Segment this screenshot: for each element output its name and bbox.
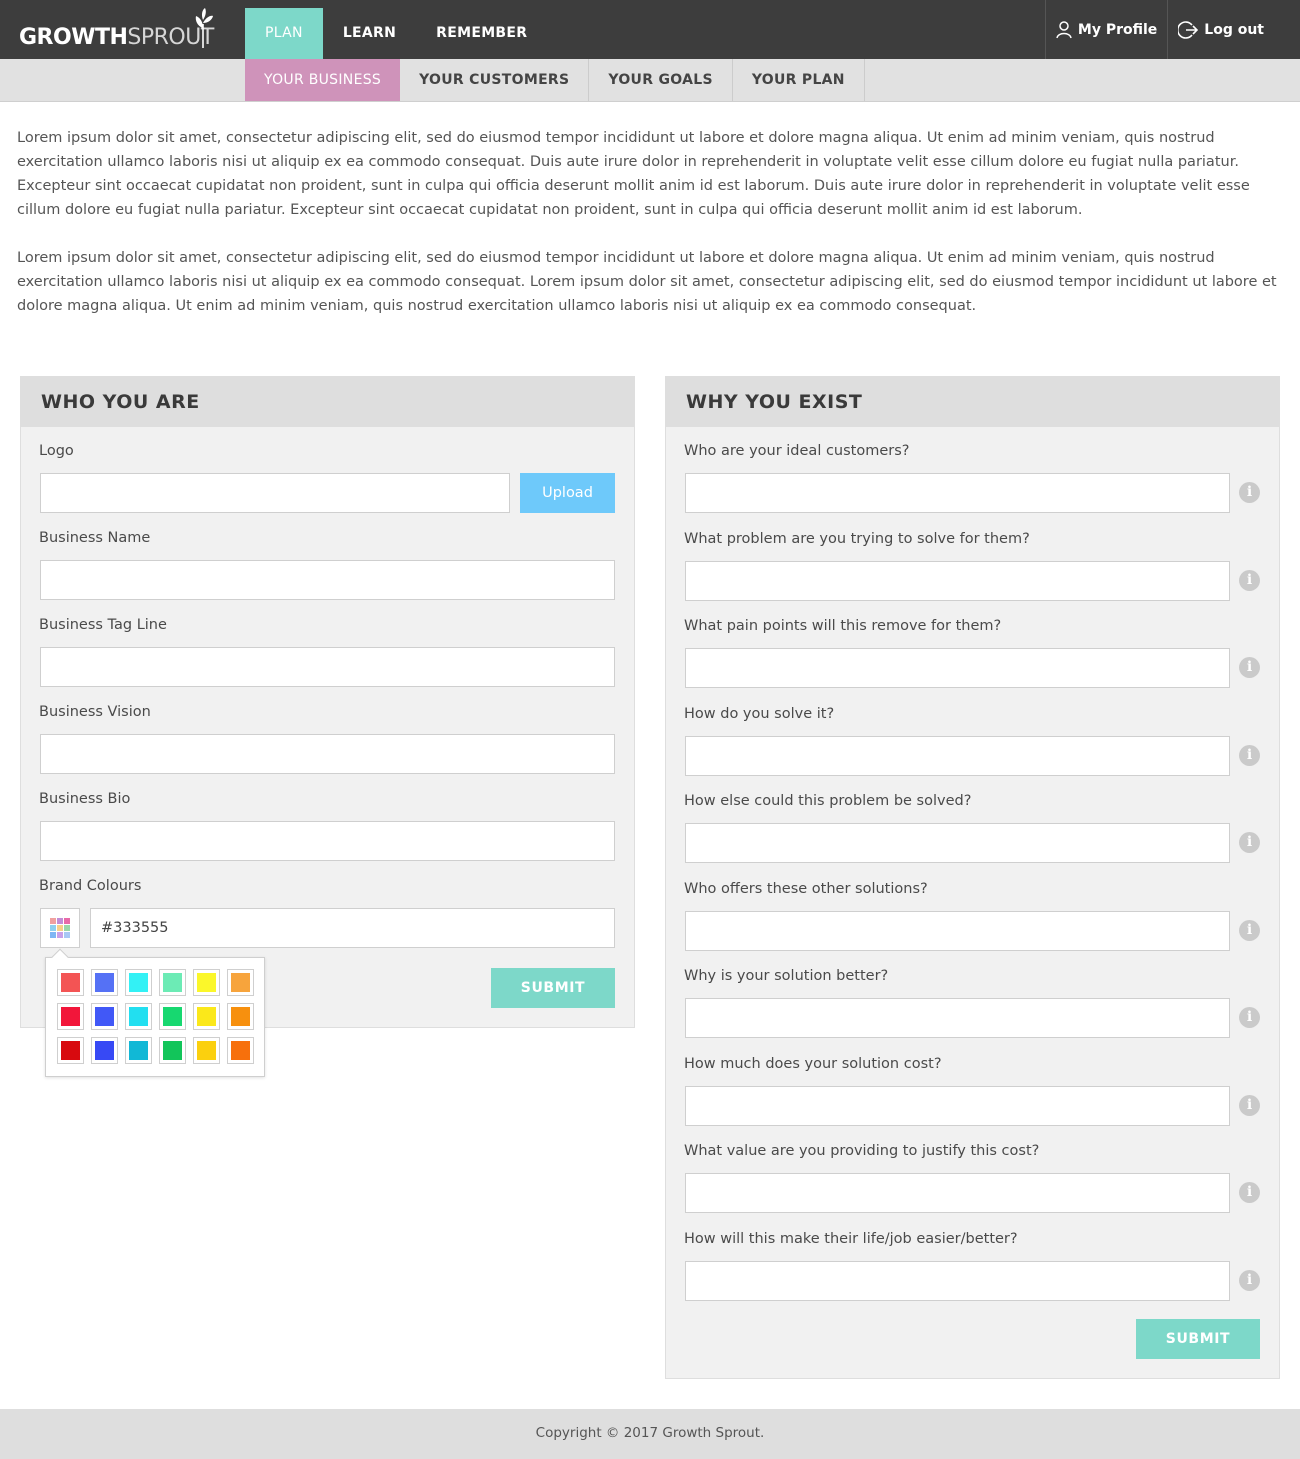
color-swatch[interactable] [193, 969, 220, 996]
question-label: What problem are you trying to solve for them? [684, 530, 1030, 547]
color-swatch-fill [163, 1007, 182, 1026]
color-swatch-fill [61, 1041, 80, 1060]
color-swatch[interactable] [227, 1003, 254, 1030]
question-input[interactable] [685, 911, 1230, 951]
info-icon[interactable]: i [1239, 1095, 1260, 1116]
color-swatch[interactable] [227, 969, 254, 996]
color-swatch[interactable] [125, 969, 152, 996]
main-nav [245, 8, 547, 59]
color-picker-popover [45, 957, 265, 1077]
tab-your-business[interactable]: YOUR BUSINESS [245, 59, 400, 101]
tab-your-goals[interactable]: YOUR GOALS [589, 59, 732, 101]
why-you-exist-panel [665, 376, 1280, 1379]
info-icon[interactable]: i [1239, 1182, 1260, 1203]
color-swatch-fill [163, 1041, 182, 1060]
palette-icon-cell [50, 925, 56, 931]
color-swatch[interactable] [91, 1003, 118, 1030]
info-icon[interactable]: i [1239, 570, 1260, 591]
color-swatch-fill [197, 1041, 216, 1060]
question-input[interactable] [685, 1261, 1230, 1301]
question-label: How do you solve it? [684, 705, 835, 722]
question-input[interactable] [685, 561, 1230, 601]
color-swatch-grid [57, 969, 254, 1064]
sprout-icon [193, 6, 215, 48]
palette-icon-cell [64, 925, 70, 931]
color-swatch[interactable] [91, 1037, 118, 1064]
tab-your-customers[interactable]: YOUR CUSTOMERS [400, 59, 589, 101]
brand-colours-label: Brand Colours [39, 878, 142, 894]
question-label: Why is your solution better? [684, 968, 889, 984]
who-submit-button[interactable]: SUBMIT [491, 968, 615, 1008]
question-label: Who are your ideal customers? [684, 443, 910, 459]
intro-paragraph-1: Lorem ipsum dolor sit amet, consectetur adipiscing elit, sed do eiusmod tempor incididunt ut labore et dolore magna aliqua. Ut enim ad minim veniam, quis nostrud exercitation ullamco laboris nisi ut aliquip ex ea commodo consequat. Duis aute irure dolor in reprehenderit in voluptate velit esse cillum dolore eu fugiat nulla pariatur. Excepteur sint occaecat cupidatat non proident, sunt in culpa qui officia deserunt mollit anim id est laborum. Duis aute irure dolor in reprehenderit in voluptate velit esse cillum dolore eu fugiat nulla pariatur. Excepteur sint occaecat cupidatat non proident, sunt in culpa qui officia deserunt mollit anim id est laborum. [17, 130, 1250, 218]
question-input[interactable] [685, 1086, 1230, 1126]
brand-part-1: GROWTH [19, 25, 128, 50]
question-input[interactable] [685, 648, 1230, 688]
logout-icon [1178, 20, 1198, 40]
copyright-text: Copyright © 2017 Growth Sprout. [535, 1425, 765, 1441]
color-swatch-fill [95, 1041, 114, 1060]
palette-icon-cell [57, 918, 63, 924]
logo-input[interactable] [40, 473, 510, 513]
info-icon[interactable]: i [1239, 657, 1260, 678]
color-swatch[interactable] [57, 1037, 84, 1064]
info-icon[interactable]: i [1239, 832, 1260, 853]
color-swatch[interactable] [125, 1003, 152, 1030]
user-nav [1045, 0, 1300, 59]
info-icon[interactable]: i [1239, 1270, 1260, 1291]
color-swatch[interactable] [193, 1003, 220, 1030]
color-swatch[interactable] [159, 1037, 186, 1064]
info-icon[interactable]: i [1239, 482, 1260, 503]
my-profile-link[interactable] [1045, 0, 1167, 59]
brand-colour-input[interactable] [90, 908, 615, 948]
color-swatch-fill [163, 973, 182, 992]
color-swatch-fill [231, 1041, 250, 1060]
sub-nav [245, 59, 865, 101]
palette-icon-cell [50, 918, 56, 924]
tab-your-plan[interactable]: YOUR PLAN [733, 59, 865, 101]
palette-icon-cell [64, 932, 70, 938]
color-swatch-fill [231, 973, 250, 992]
logout-link[interactable] [1167, 0, 1300, 59]
question-input[interactable] [685, 736, 1230, 776]
question-label: What pain points will this remove for them? [684, 618, 1002, 634]
palette-icon-cell [64, 918, 70, 924]
question-input[interactable] [685, 1173, 1230, 1213]
logout-label: Log out [1204, 21, 1264, 38]
question-label: Who offers these other solutions? [684, 880, 928, 897]
color-swatch-fill [197, 1007, 216, 1026]
my-profile-label: My Profile [1077, 21, 1158, 38]
color-swatch-fill [95, 973, 114, 992]
color-swatch[interactable] [159, 1003, 186, 1030]
color-swatch-fill [129, 1007, 148, 1026]
business-tag-line-input[interactable] [40, 647, 615, 687]
business-bio-input[interactable] [40, 821, 615, 861]
upload-button[interactable]: Upload [520, 473, 615, 513]
color-swatch[interactable] [57, 969, 84, 996]
color-swatch[interactable] [125, 1037, 152, 1064]
business-vision-input[interactable] [40, 734, 615, 774]
color-swatch-fill [129, 973, 148, 992]
nav-learn[interactable]: LEARN [342, 25, 397, 41]
info-icon[interactable]: i [1239, 1007, 1260, 1028]
intro-paragraph-2: Lorem ipsum dolor sit amet, consectetur adipiscing elit, sed do eiusmod tempor incididunt ut labore et dolore magna aliqua. Ut enim ad minim veniam, quis nostrud exercitation ullamco laboris nisi ut aliquip ex ea commodo consequat. Lorem ipsum dolor sit amet, consectetur adipiscing elit, sed do eiusmod tempor incididunt ut labore et dolore magna aliqua. Ut enim ad minim veniam, quis nostrud exercitation ullamco laboris nisi ut aliquip ex ea commodo consequat. [17, 250, 1277, 314]
color-swatch[interactable] [159, 969, 186, 996]
nav-plan[interactable]: PLAN [245, 8, 323, 59]
color-swatch-fill [61, 1007, 80, 1026]
color-swatch-fill [231, 1007, 250, 1026]
business-tag-line-label: Business Tag Line [39, 617, 167, 633]
business-name-label: Business Name [39, 530, 151, 546]
business-name-input[interactable] [40, 560, 615, 600]
sub-bar [0, 59, 1300, 102]
color-swatch-fill [129, 1041, 148, 1060]
color-swatch[interactable] [91, 969, 118, 996]
who-you-are-panel [20, 376, 635, 1028]
palette-icon-cell [57, 932, 63, 938]
question-label: What value are you providing to justify this cost? [684, 1143, 1040, 1159]
color-swatch-fill [197, 973, 216, 992]
color-picker-toggle[interactable] [40, 908, 80, 948]
business-bio-label: Business Bio [39, 791, 131, 807]
palette-icon-cell [50, 932, 56, 938]
color-swatch-fill [95, 1007, 114, 1026]
question-input[interactable] [685, 473, 1230, 513]
brand-wordmark [19, 26, 214, 50]
palette-icon [50, 918, 70, 938]
color-swatch-fill [61, 973, 80, 992]
question-label: How much does your solution cost? [684, 1055, 942, 1072]
question-label: How will this make their life/job easier/better? [684, 1230, 1018, 1247]
question-input[interactable] [685, 998, 1230, 1038]
nav-remember[interactable]: REMEMBER [436, 25, 528, 41]
question-input[interactable] [685, 823, 1230, 863]
user-icon [1056, 21, 1072, 39]
info-icon[interactable]: i [1239, 745, 1260, 766]
why-you-exist-title: WHY YOU EXIST [666, 377, 1279, 427]
question-label: How else could this problem be solved? [684, 793, 972, 809]
color-swatch[interactable] [193, 1037, 220, 1064]
top-bar [0, 0, 1300, 59]
intro-text [17, 126, 1279, 342]
why-submit-button[interactable]: SUBMIT [1136, 1319, 1260, 1359]
color-swatch[interactable] [227, 1037, 254, 1064]
who-you-are-title: WHO YOU ARE [21, 377, 634, 427]
logo-label: Logo [39, 443, 74, 459]
brand-part-2: SPROUT [127, 25, 214, 50]
brand-logo[interactable] [19, 6, 219, 52]
business-vision-label: Business Vision [39, 704, 151, 720]
palette-icon-cell [57, 925, 63, 931]
info-icon[interactable]: i [1239, 920, 1260, 941]
footer [0, 1409, 1300, 1459]
color-swatch[interactable] [57, 1003, 84, 1030]
